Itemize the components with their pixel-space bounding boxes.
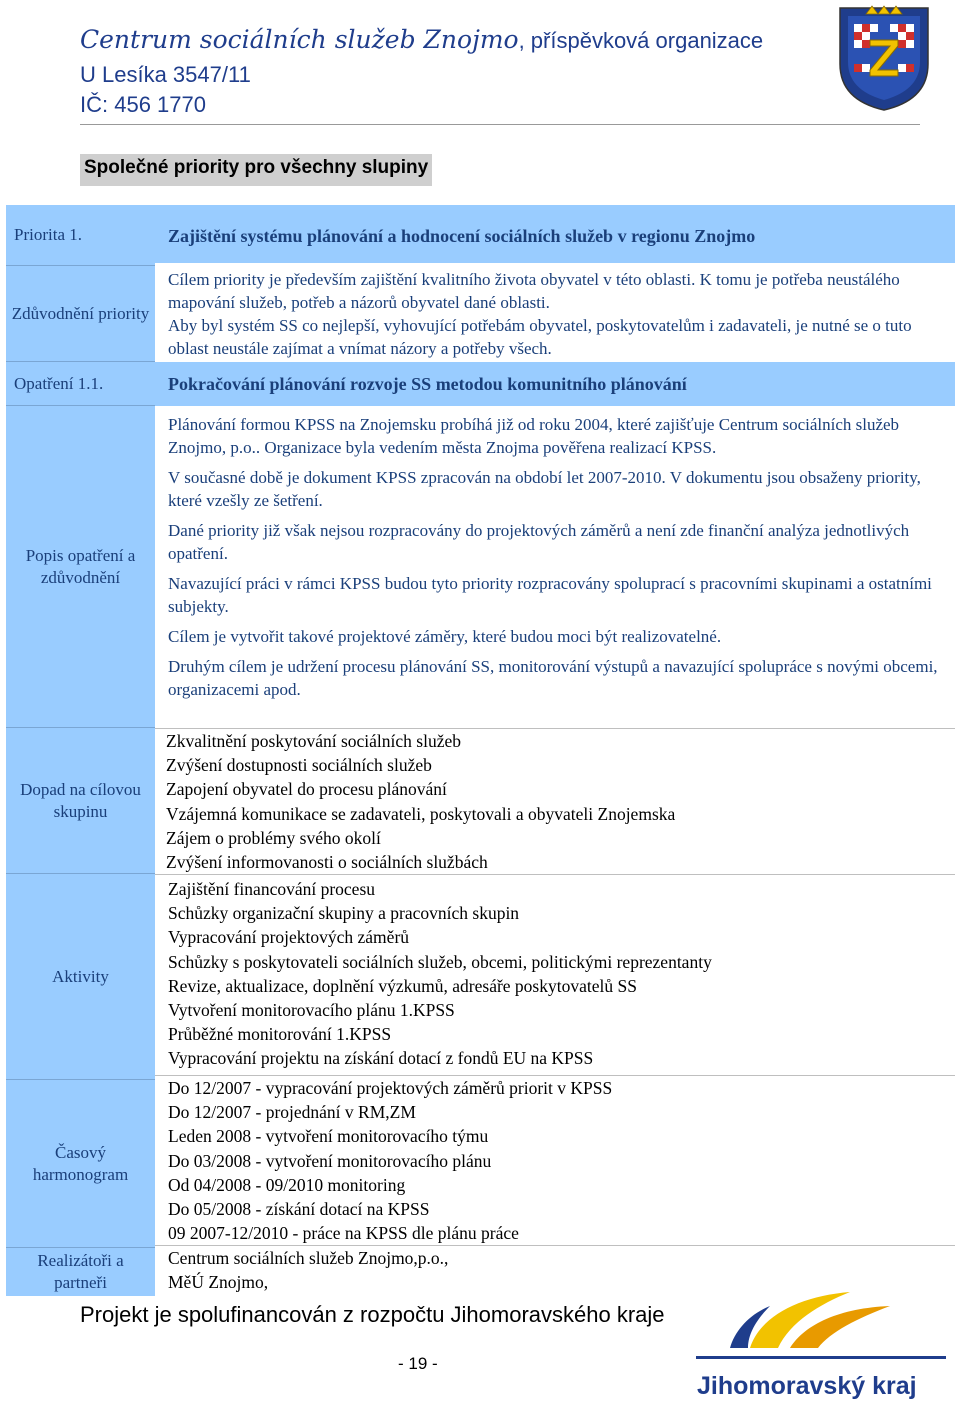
row-divider — [155, 874, 955, 875]
aktivita-item: Zajištění financování procesu — [168, 879, 376, 899]
organization-address: U Lesíka 3547/11 — [80, 62, 251, 87]
popis-paragraph: Cílem je vytvořit takové projektové záměry, které budou moci být realizovatelné. — [168, 627, 722, 646]
popis-text — [168, 413, 948, 701]
zduvodneni-text — [168, 268, 948, 360]
popis-paragraph: Plánování formou KPSS na Znojemsku probíhá již od roku 2004, které zajišťuje Centrum sociálních služeb Znojmo, p.o.. Organizace byla vedením města Znojma pověřena realizací KPSS. — [168, 415, 900, 457]
realizatori-list — [168, 1246, 448, 1294]
aktivita-item: Revize, aktualizace, doplnění výzkumů, adresáře poskytovatelů SS — [168, 975, 637, 996]
popis-paragraph: Dané priority již však nejsou rozpracovány do projektových záměrů a není zde finanční analýza jednotlivých opatření. — [168, 521, 910, 563]
dopad-list — [166, 729, 675, 874]
label-dopad: Dopad na cílovou skupinu — [6, 728, 155, 874]
dopad-item: Vzájemná komunikace se zadavateli, poskytovali a obyvateli Znojemska — [166, 803, 676, 824]
harmonogram-item: Do 12/2007 - projednání v RM,ZM — [168, 1102, 416, 1123]
dopad-item: Zkvalitnění poskytování sociálních služeb — [166, 731, 462, 751]
harmonogram-item: Do 05/2008 - získání dotací na KPSS — [168, 1198, 430, 1219]
harmonogram-item: Leden 2008 - vytvoření monitorovacího týmu — [168, 1126, 489, 1147]
kraj-logo-text: Jihomoravský kraj — [697, 1372, 917, 1400]
label-priorita: Priorita 1. — [6, 205, 155, 266]
organization-name: Centrum sociálních služeb Znojmo — [80, 25, 519, 54]
popis-paragraph: Druhým cílem je udržení procesu plánování SS, monitorování výstupů a navazující spolupráce s novými obcemi, organizacemi apod. — [168, 657, 938, 699]
aktivita-item: Průběžné monitorování 1.KPSS — [168, 1024, 392, 1045]
aktivita-item: Vytvoření monitorovacího plánu 1.KPSS — [168, 999, 455, 1020]
harmonogram-item: Do 12/2007 - vypracování projektových záměrů priorit v KPSS — [168, 1078, 613, 1098]
label-aktivity: Aktivity — [6, 874, 155, 1080]
section-title: Společné priority pro všechny slupiny — [80, 154, 432, 186]
header-divider — [80, 124, 920, 125]
znojmo-crest-icon — [836, 4, 932, 112]
dopad-item: Zájem o problémy svého okolí — [166, 827, 381, 848]
opatreni-title: Pokračování plánování rozvoje SS metodou komunitního plánování — [168, 374, 687, 394]
popis-paragraph: Navazující práci v rámci KPSS budou tyto priority rozpracovány spoluprací s pracovními skupinami a ostatními subjekty. — [168, 574, 932, 616]
realizator-item: Centrum sociálních služeb Znojmo,p.o., — [168, 1248, 449, 1268]
aktivity-list — [168, 877, 712, 1071]
organization-type: , příspěvková organizace — [518, 28, 764, 53]
aktivita-item: Schůzky s poskytovateli sociálních služeb, obcemi, politickými reprezentanty — [168, 951, 712, 972]
label-popis: Popis opatření a zdůvodnění — [6, 406, 155, 728]
aktivita-item: Vypracování projektových záměrů — [168, 927, 410, 948]
popis-paragraph: V současné době je dokument KPSS zpracován na období let 2007-2010. V dokumentu jsou obsaženy priority, které vzešly ze šetření. — [168, 468, 921, 510]
dopad-item: Zvýšení dostupnosti sociálních služeb — [166, 755, 432, 776]
label-column — [6, 205, 155, 1296]
label-zduvodneni: Zdůvodnění priority — [6, 266, 155, 362]
dopad-item: Zapojení obyvatel do procesu plánování — [166, 779, 447, 800]
harmonogram-list — [168, 1076, 612, 1245]
dopad-item: Zvýšení informovanosti o sociálních službách — [166, 851, 488, 872]
aktivita-item: Vypracování projektu na získání dotací z fondů EU na KPSS — [168, 1048, 594, 1069]
label-opatreni: Opatření 1.1. — [6, 362, 155, 406]
page-number: - 19 - — [398, 1354, 438, 1373]
realizator-item: MěÚ Znojmo, — [168, 1272, 269, 1293]
zduvodneni-paragraph: Cílem priority je především zajištění kvalitního života obyvatel v této oblasti. K tomu je potřeba neustálého mapování služeb, potřeb a názorů obyvatel dané oblasti. — [168, 270, 900, 312]
label-harmonogram: Časový harmonogram — [6, 1080, 155, 1248]
zduvodneni-paragraph: Aby byl systém SS co nejlepší, vyhovující potřebám obyvatel, poskytovatelům i zadavateli, je nutné se o tuto oblast neustále zajímat a vnímat názory a potřeby všech. — [168, 316, 912, 358]
label-realizatori: Realizátoři a partneři — [37, 1251, 124, 1292]
organization-name-line — [80, 24, 763, 55]
harmonogram-item: Od 04/2008 - 09/2010 monitoring — [168, 1174, 406, 1195]
organization-ic: IČ: 456 1770 — [80, 92, 206, 117]
funding-note: Projekt je spolufinancován z rozpočtu Jihomoravského kraje — [80, 1302, 665, 1327]
harmonogram-item: 09 2007-12/2010 - práce na KPSS dle plánu práce — [168, 1223, 519, 1244]
harmonogram-item: Do 03/2008 - vytvoření monitorovacího plánu — [168, 1150, 492, 1171]
priority-title: Zajištění systému plánování a hodnocení sociálních služeb v regionu Znojmo — [168, 226, 756, 246]
aktivita-item: Schůzky organizační skupiny a pracovních skupin — [168, 903, 520, 924]
